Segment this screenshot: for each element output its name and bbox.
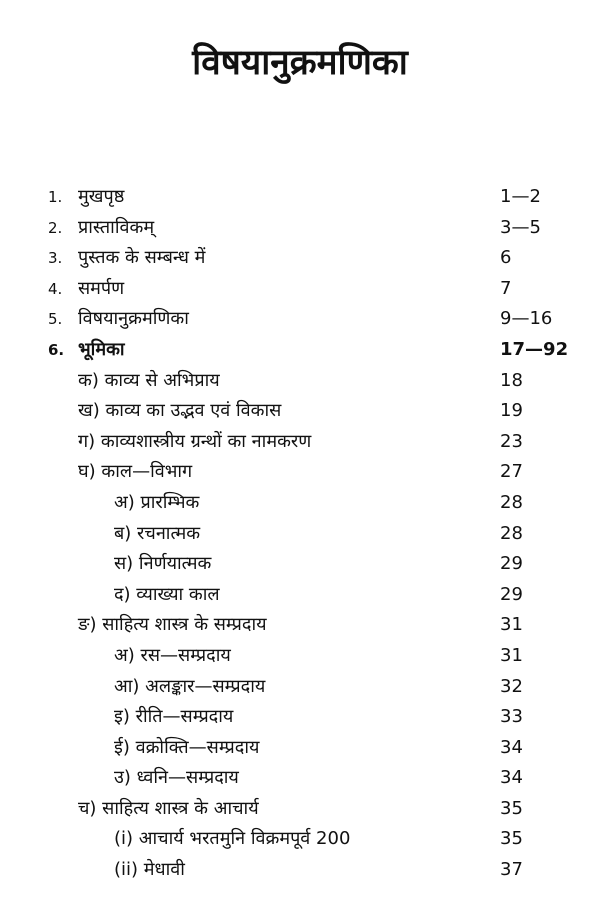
entry-label: समर्पण [78,277,125,299]
toc-entry [0,304,600,335]
entry-number: 6. [48,340,65,359]
toc-entry [0,702,600,733]
entry-page: 32 [500,675,523,697]
entry-label: ङ) साहित्य शास्त्र के सम्प्रदाय [78,614,267,636]
toc-entry [0,610,600,641]
toc-entry [0,794,600,825]
entry-label: स) निर्णयात्मक [114,553,212,575]
toc-entry [0,672,600,703]
entry-page: 34 [500,767,523,789]
entry-page: 23 [500,430,523,452]
entry-page: 1—2 [500,186,541,207]
entry-label: ई) वक्रोक्ति—सम्प्रदाय [114,736,260,758]
entry-page: 35 [500,828,523,850]
toc-entry [0,274,600,305]
entry-number: 1. [48,188,63,206]
entry-page: 3—5 [500,216,541,238]
entry-label: च) साहित्य शास्त्र के आचार्य [78,797,259,819]
toc-entry [0,855,600,886]
entry-page: 29 [500,553,523,575]
entry-page: 6 [500,247,512,269]
entry-label: द) व्याख्या काल [114,583,220,605]
entry-label: क) काव्य से अभिप्राय [78,369,220,391]
entry-page: 7 [500,277,512,299]
toc-entry [0,243,600,274]
entry-label: ग) काव्यशास्त्रीय ग्रन्थों का नामकरण [78,430,312,452]
toc-entry [0,213,600,244]
entry-number: 3. [48,249,63,268]
entry-page: 9—16 [500,308,553,330]
toc-entry [0,824,600,855]
toc-entry [0,182,600,213]
entry-page: 19 [500,400,523,422]
entry-page: 28 [500,491,523,513]
entry-page: 31 [500,644,523,666]
entry-label: (i) आचार्य भरतमुनि विक्रमपूर्व 200 [114,828,351,850]
entry-page: 17—92 [500,338,569,360]
entry-label: ख) काव्य का उद्भव एवं विकास [78,400,282,422]
entry-number: 5. [48,310,63,329]
entry-label: ब) रचनात्मक [114,522,201,544]
entry-label: इ) रीति—सम्प्रदाय [114,706,234,728]
entry-label: घ) काल—विभाग [78,461,193,483]
entry-page: 31 [500,614,523,636]
entry-number: 4. [48,279,63,298]
toc-entry [0,396,600,427]
entry-label: आ) अलङ्कार—सम्प्रदाय [114,675,266,697]
toc-entry [0,457,600,488]
entry-label: (ii) मेधावी [114,859,185,881]
entry-page: 35 [500,797,523,819]
entry-label: प्रास्ताविकम् [78,216,155,238]
entry-label: भूमिका [78,338,125,360]
entry-label: पुस्तक के सम्बन्ध में [78,247,206,269]
entry-label: अ) प्रारम्भिक [114,491,200,513]
toc-entry [0,427,600,458]
toc-entry [0,549,600,580]
entry-page: 33 [500,706,523,728]
entry-page: 28 [500,522,523,544]
toc-entry [0,335,600,366]
entry-page: 37 [500,859,523,881]
toc-entry [0,580,600,611]
entry-label: उ) ध्वनि—सम्प्रदाय [114,767,239,789]
entry-label: मुखपृष्ठ [78,186,125,207]
entry-number: 2. [48,218,63,237]
toc-entry [0,641,600,672]
entry-page: 34 [500,736,523,758]
entry-label: अ) रस—सम्प्रदाय [114,644,231,666]
toc-entry [0,488,600,519]
table-of-contents [0,182,600,886]
entry-page: 18 [500,369,523,391]
entry-page: 29 [500,583,523,605]
toc-entry [0,519,600,550]
page-title: विषयानुक्रमणिका [192,43,408,83]
entry-label: विषयानुक्रमणिका [78,308,189,330]
toc-entry [0,366,600,397]
toc-entry [0,763,600,794]
toc-entry [0,733,600,764]
entry-page: 27 [500,461,523,483]
